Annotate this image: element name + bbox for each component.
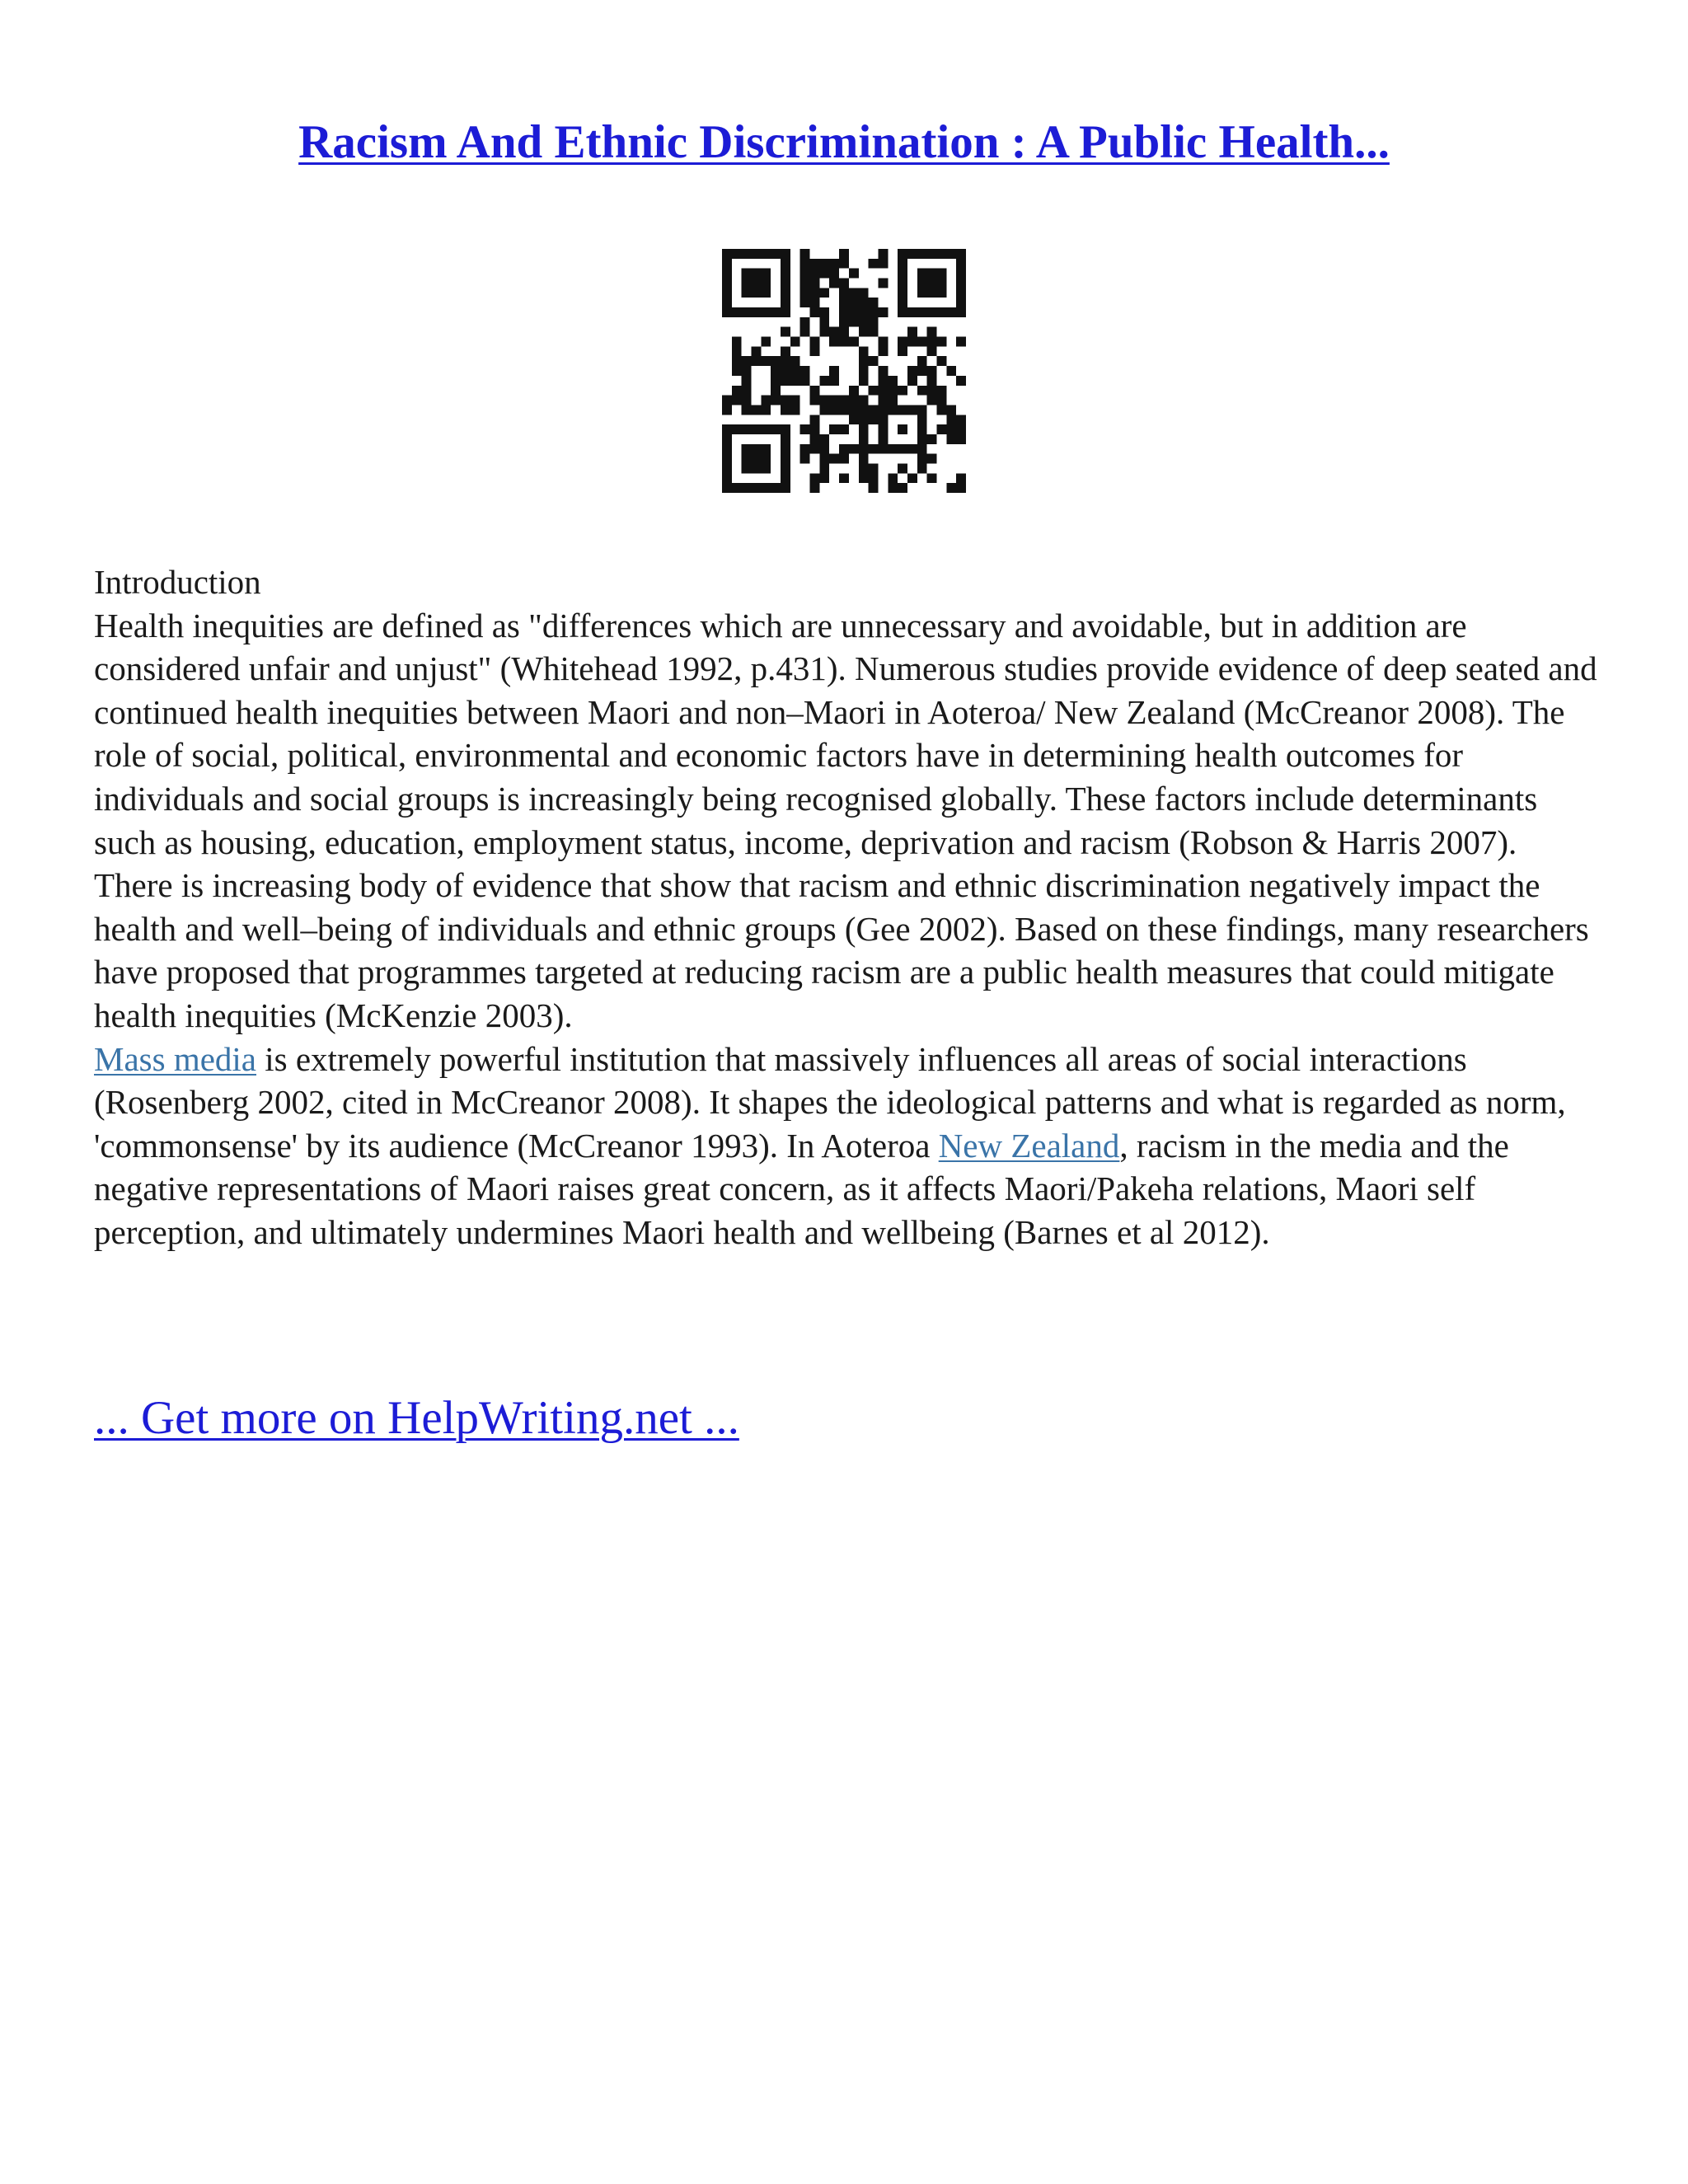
get-more-link[interactable]: ... Get more on HelpWriting.net ... <box>94 1392 739 1444</box>
document-title-link[interactable]: Racism And Ethnic Discrimination : A Public Health... <box>298 116 1390 168</box>
new-zealand-link[interactable]: New Zealand <box>938 1126 1120 1165</box>
qr-code-icon <box>722 249 966 493</box>
mass-media-link[interactable]: Mass media <box>94 1039 256 1078</box>
intro-heading: Introduction <box>94 563 261 601</box>
paragraph-2-text-2: , racism in the media and the negative representations of Maori raises great concern, as it affects Maori/Pakeha relations, Maori self perception, and ultimately undermines Maori health and wellbeing (Barnes et al 2012). <box>94 1126 1509 1251</box>
document-body <box>94 560 1602 1254</box>
paragraph-1: Health inequities are defined as "differences which are unnecessary and avoidable, but in addition are considered unfair and unjust" (Whitehead 1992, p.431). Numerous studies provide evidence of deep seated and continued health inequities between Maori and non–Maori in Aoteroa/ New Zealand (McCreanor 2008). The role of social, political, environmental and economic factors have in determining health outcomes for individuals and social groups is increasingly being recognised globally. These factors include determinants such as housing, education, employment status, income, deprivation and racism (Robson & Harris 2007). There is increasing body of evidence that show that racism and ethnic discrimination negatively impact the health and well–being of individuals and ethnic groups (Gee 2002). Based on these findings, many researchers have proposed that programmes targeted at reducing racism are a public health measures that could mitigate health inequities (McKenzie 2003). <box>94 606 1597 1034</box>
title-container <box>0 115 1688 169</box>
paragraph-2 <box>94 1038 1602 1254</box>
paragraph-2-text-1: is extremely powerful institution that massively influences all areas of social interactions (Rosenberg 2002, cited in McCreanor 2008). It shapes the ideological patterns and what is regarded as norm, 'commonsense' by its audience (McCreanor 1993). In Aoteroa <box>94 1039 1566 1165</box>
